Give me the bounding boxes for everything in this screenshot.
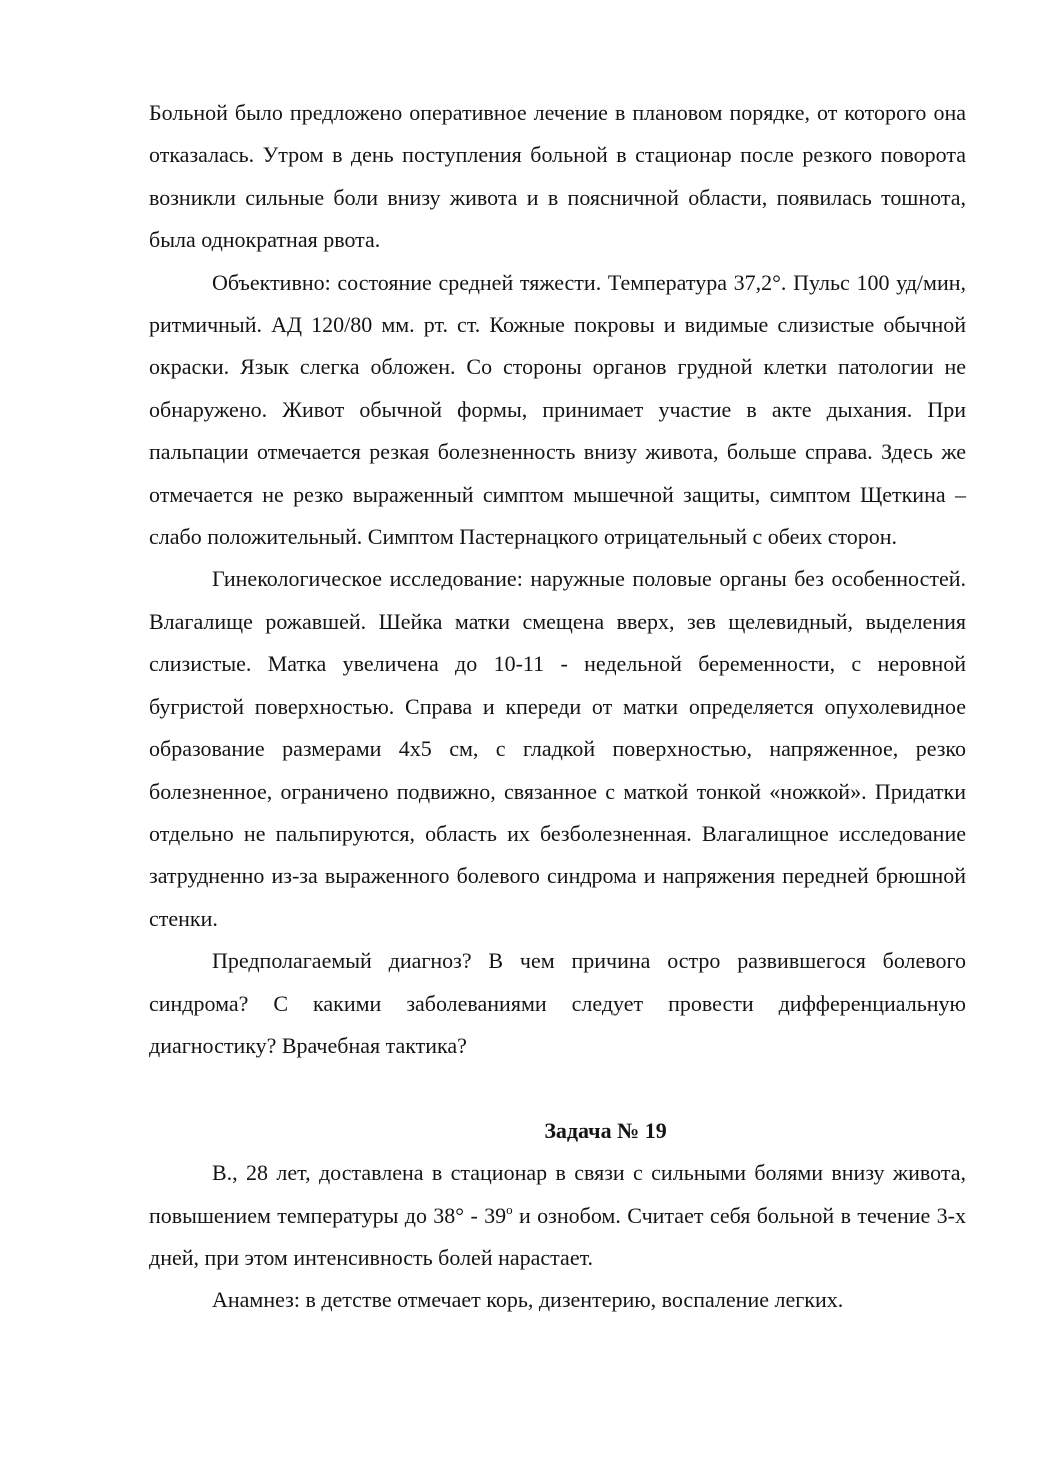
paragraph-gynecological-exam: Гинекологическое исследование: наружные половые органы без особенностей. Влагалище рожавшей. Шейка матки смещена вверх, зев щелевидный, выделения слизистые. Матка увеличена до 10-11 - недельной беременности, с неровной бугристой поверхностью. Справа и кпереди от матки определяется опухолевидное образование размерами 4х5 см, с гладкой поверхностью, напряженное, резко болезненное, ограничено подвижно, связанное с маткой тонкой «ножкой». Придатки отдельно не пальпируются, область их безболезненная. Влагалищное исследование затрудненно из-за выраженного болевого синдрома и напряжения передней брюшной стенки. xyxy=(149,566,966,931)
degree-superscript: о xyxy=(506,1201,513,1217)
section-spacer xyxy=(149,1067,966,1109)
paragraph-task-intro xyxy=(149,1152,966,1279)
task-intro-text-start: В., 28 лет, доставлена в стационар в связи с сильными болями внизу живота, повышением температуры до 38° - 39 xyxy=(149,1160,966,1228)
paragraph-surgery-refusal: Больной было предложено оперативное лечение в плановом порядке, от которого она отказалась. Утром в день поступления больной в стационар после резкого поворота возникли сильные боли внизу живота и в поясничной области, появилась тошнота, была однократная рвота. xyxy=(149,100,966,253)
paragraph-questions: Предполагаемый диагноз? В чем причина остро развившегося болевого синдрома? С какими заболеваниями следует провести дифференциальную диагностику? Врачебная тактика? xyxy=(149,948,966,1058)
document-page xyxy=(149,92,966,1322)
task-intro-text-end: и ознобом. Считает себя больной в течение 3-х дней, при этом интенсивность болей нарастает. xyxy=(149,1202,966,1270)
task-heading: Задача № 19 xyxy=(544,1117,667,1143)
paragraph-anamnesis: Анамнез: в детстве отмечает корь, дизентерию, воспаление легких. xyxy=(212,1287,844,1313)
paragraph-objective-exam: Объективно: состояние средней тяжести. Температура 37,2°. Пульс 100 уд/мин, ритмичный. АД 120/80 мм. рт. ст. Кожные покровы и видимые слизистые обычной окраски. Язык слегка обложен. Со стороны органов грудной клетки патологии не обнаружено. Живот обычной формы, принимает участие в акте дыхания. При пальпации отмечается резкая болезненность внизу живота, больше справа. Здесь же отмечается не резко выраженный симптом мышечной защиты, симптом Щеткина – слабо положительный. Симптом Пастернацкого отрицательный с обеих сторон. xyxy=(149,269,966,550)
